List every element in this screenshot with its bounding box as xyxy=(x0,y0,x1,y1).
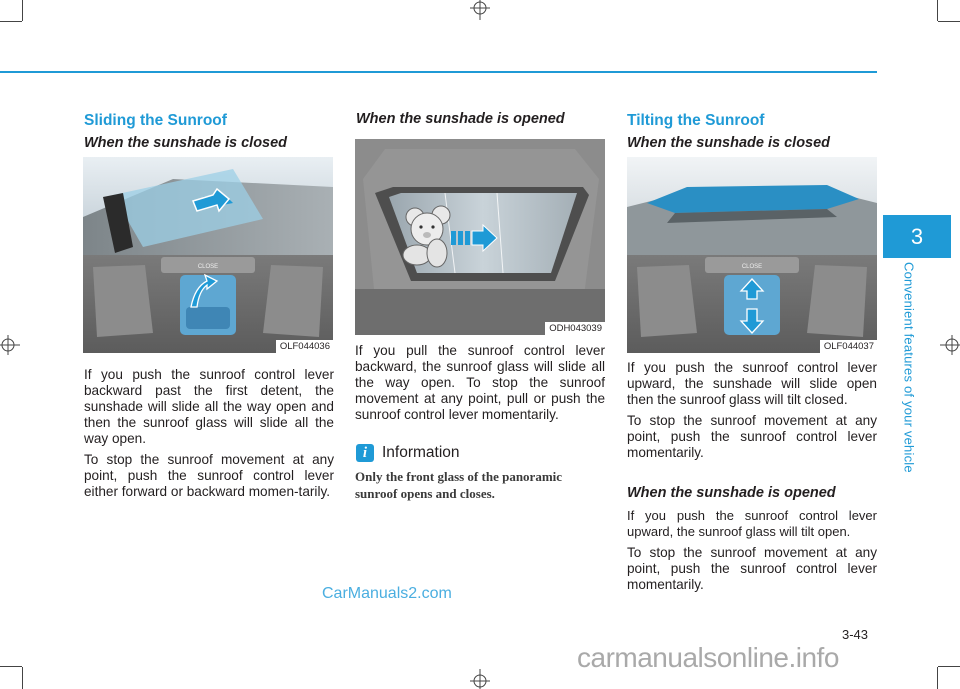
information-icon: i xyxy=(356,444,374,462)
console-label: CLOSE xyxy=(741,264,763,270)
figure-code: OLF044037 xyxy=(820,340,877,353)
paragraph: To stop the sunroof movement at any point, push the sunroof control lever momentarily. xyxy=(627,413,877,460)
paragraph: If you push the sunroof control lever backward past the first detent, the sunshade will slide all the way open and then the sunroof glass will slide all the way open. xyxy=(84,367,334,446)
heading-tilting-sunroof: Tilting the Sunroof xyxy=(627,112,765,129)
figure-sunshade-opened xyxy=(355,139,605,335)
figure-drawing xyxy=(627,157,877,353)
crop-mark xyxy=(937,0,938,21)
col2-text xyxy=(355,343,605,423)
paragraph: If you push the sunroof control lever upward, the sunshade will slide open then the sunroof glass will tilt closed. xyxy=(627,360,877,407)
section-tab: 3 xyxy=(883,215,951,258)
paragraph: To stop the sunroof movement at any point, push the sunroof control lever momentarily. xyxy=(627,545,877,592)
subheading-sunshade-closed: When the sunshade is closed xyxy=(627,135,831,151)
subheading-sunshade-opened: When the sunshade is opened xyxy=(627,485,836,501)
crop-mark xyxy=(22,0,23,21)
registration-mark-top xyxy=(468,0,492,20)
information-text: Only the front glass of the panoramic sunroof opens and closes. xyxy=(355,469,563,501)
paragraph: If you pull the sunroof control lever backward, the sunroof glass will slide all the way open. To stop the sunroof movement at any point, pull or push the sunroof control lever momentarily. xyxy=(355,343,605,422)
section-title-vertical xyxy=(896,262,922,492)
crop-mark xyxy=(938,21,960,22)
figure-drawing xyxy=(83,157,333,353)
registration-mark-right xyxy=(940,333,960,357)
subheading-sunshade-opened: When the sunshade is opened xyxy=(356,111,565,127)
crop-mark xyxy=(937,667,938,689)
heading-sliding-sunroof: Sliding the Sunroof xyxy=(84,112,227,129)
col1-text xyxy=(84,367,334,500)
watermark-footer[interactable]: carmanualsonline.info xyxy=(577,642,839,673)
figure-drawing xyxy=(355,139,605,335)
header-rule xyxy=(0,71,877,73)
information-heading: Information xyxy=(382,444,460,461)
crop-mark xyxy=(0,21,22,22)
paragraph: To stop the sunroof movement at any point, push the sunroof control lever either forward or backward momen-tarily. xyxy=(84,452,334,499)
registration-mark-left xyxy=(0,333,20,357)
col3-text xyxy=(627,360,877,461)
figure-code: OLF044036 xyxy=(276,340,333,353)
figure-tilting-sunroof xyxy=(627,157,877,353)
figure-code: ODH043039 xyxy=(545,322,605,335)
page-number: 3-43 xyxy=(842,627,869,642)
crop-mark xyxy=(22,667,23,689)
console-label: CLOSE xyxy=(197,264,219,270)
col3-text-2 xyxy=(627,508,877,593)
section-title: Convenient features of your vehicle xyxy=(901,262,917,473)
crop-mark xyxy=(0,666,22,667)
paragraph: If you push the sunroof control lever upward, the sunroof glass will tilt open. xyxy=(627,508,877,539)
watermark-link[interactable]: CarManuals2.com xyxy=(322,585,452,602)
registration-mark-bottom xyxy=(468,669,492,689)
subheading-sunshade-closed: When the sunshade is closed xyxy=(84,135,288,151)
crop-mark xyxy=(938,666,960,667)
figure-sliding-sunroof xyxy=(83,157,333,353)
